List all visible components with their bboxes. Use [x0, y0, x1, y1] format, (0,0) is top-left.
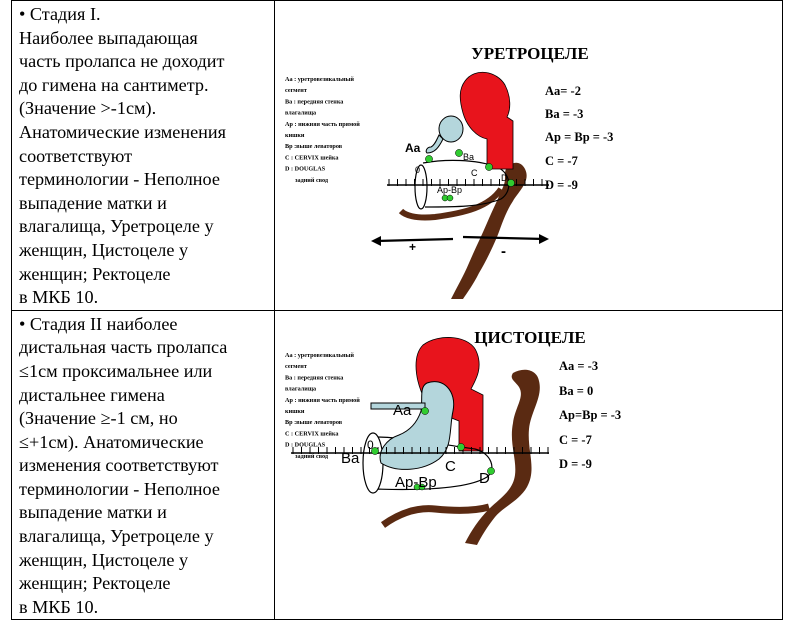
legend-line: D : DOUGLAS [285, 441, 326, 449]
stage-line: часть пролапса не доходит [19, 51, 225, 72]
point-c [485, 163, 492, 170]
stage-line: • Стадия II наиболее [19, 313, 178, 334]
arrow-minus-head [539, 234, 549, 244]
value-ap-bp: Ap=Bp = -3 [559, 407, 622, 422]
stage-2-cell [12, 310, 275, 620]
stage-line: выпадение матки и [19, 502, 167, 523]
legend-line: Ap : нижняя часть прямой [285, 396, 360, 404]
legend-line: Ba : передняя стенка [285, 98, 344, 106]
point-d [507, 179, 514, 186]
value-ap-bp: Ap = Bp = -3 [545, 130, 614, 144]
stage-line: ≤+1см). Анатомические [19, 431, 204, 452]
stage-1-cell [12, 1, 275, 311]
figure-title: УРЕТРОЦЕЛЕ [471, 44, 589, 63]
urethrocele-diagram [275, 1, 785, 306]
label-minus: - [501, 243, 506, 260]
stage-line: терминологии - Неполное [19, 478, 220, 499]
legend-line: сегмент [285, 87, 307, 95]
figure-title: ЦИСТОЦЕЛЕ [474, 327, 586, 347]
staging-table [11, 0, 783, 620]
stage-line: Анатомические изменения [19, 121, 226, 142]
cystocele-diagram [275, 311, 785, 618]
stage-line: (Значение >-1см). [19, 98, 157, 119]
stage-2-figure-cell [275, 310, 783, 620]
stage-line: до гимена на сантиметр. [19, 74, 209, 95]
label-d: D [479, 469, 490, 487]
stage-line: влагалища, Уретроцеле у [19, 216, 214, 237]
stage-line: дистальная часть пролапса [19, 337, 228, 358]
legend-line: Ap : нижняя часть прямой [285, 120, 360, 128]
legend-line: задний свод [295, 452, 329, 460]
value-c: C = -7 [559, 432, 592, 447]
legend-line: задний свод [295, 176, 329, 184]
legend-line: Bp :выше леваторов [285, 143, 343, 151]
value-aa: Aa = -3 [559, 358, 599, 373]
stage-line: влагалища, Уретроцеле у [19, 526, 214, 547]
label-c: C [445, 457, 456, 475]
stage-line: соответствуют [19, 145, 133, 166]
legend-line: Aa : уретровезикальный [285, 351, 354, 359]
value-d: D = -9 [545, 178, 578, 192]
point-bp [447, 195, 453, 201]
legend [285, 352, 360, 460]
values-list [559, 359, 621, 471]
label-plus: + [409, 240, 417, 254]
point-ba [455, 149, 462, 156]
legend-line: C : CERVIX шейка [285, 430, 339, 438]
label-ap-bp: Ap-Bp [437, 185, 463, 195]
legend-line: Aa : уретровезикальный [285, 76, 354, 83]
stage-line: Наиболее выпадающая [19, 27, 198, 48]
value-d: D = -9 [559, 456, 592, 471]
stage-2-description [12, 311, 274, 620]
label-ba: Ba [463, 152, 475, 162]
stage-line: выпадение матки и [19, 192, 167, 213]
label-ba: Ba [341, 449, 360, 467]
stage-1-description [12, 1, 274, 310]
legend-line: сегмент [285, 362, 307, 370]
stage-line: женщин, Цистоцеле у [19, 239, 189, 260]
stage-line: ≤1см проксимальнее или [19, 360, 213, 381]
legend-line: влагалища [285, 385, 317, 393]
legend-line: Ba : передняя стенка [285, 374, 344, 382]
rectum-shape [451, 163, 527, 299]
stage-line: в МКБ 10. [19, 287, 99, 308]
legend [285, 76, 360, 184]
label-c: C [471, 168, 478, 178]
legend-line: кишки [285, 407, 305, 415]
stage-line: в МКБ 10. [19, 596, 99, 617]
values-list [545, 84, 613, 192]
value-c: C = -7 [545, 154, 578, 168]
legend-line: D : DOUGLAS [285, 165, 326, 173]
label-ap-bp: Ap-Bp [395, 473, 437, 491]
stage-1-figure-cell [275, 1, 783, 311]
stage-line: • Стадия I. [19, 4, 101, 24]
value-ba: Ba = -3 [545, 107, 584, 121]
label-zero: 0 [415, 165, 421, 175]
value-ba: Ba = 0 [559, 383, 594, 398]
arrow-minus-line [463, 237, 545, 239]
stage-line: женщин; Ректоцеле [19, 263, 171, 284]
point-c [457, 443, 464, 450]
stage-line: дистальнее гимена [19, 384, 165, 405]
legend-line: Bp :выше леваторов [285, 418, 343, 426]
stage-line: женщин, Цистоцеле у [19, 549, 189, 570]
bladder-shape [380, 381, 454, 469]
stage-line: (Значение ≥-1 см, но [19, 408, 178, 429]
legend-line: влагалища [285, 109, 317, 117]
label-d: D [501, 173, 508, 183]
point-aa [425, 155, 432, 162]
label-aa: Aa [393, 401, 412, 419]
label-zero: 0 [367, 437, 374, 452]
stage-line: терминологии - Неполное [19, 169, 220, 190]
legend-line: C : CERVIX шейка [285, 154, 339, 162]
legend-line: кишки [285, 132, 305, 139]
stage-line: изменения соответствуют [19, 455, 219, 476]
arrow-plus-head [371, 236, 381, 246]
point-aa [421, 407, 428, 414]
label-aa: Aa [405, 141, 421, 155]
rectum-lower [383, 507, 489, 525]
urethra-shape [426, 135, 443, 153]
value-aa: Aa= -2 [545, 84, 581, 98]
stage-line: женщин; Ректоцеле [19, 573, 171, 594]
